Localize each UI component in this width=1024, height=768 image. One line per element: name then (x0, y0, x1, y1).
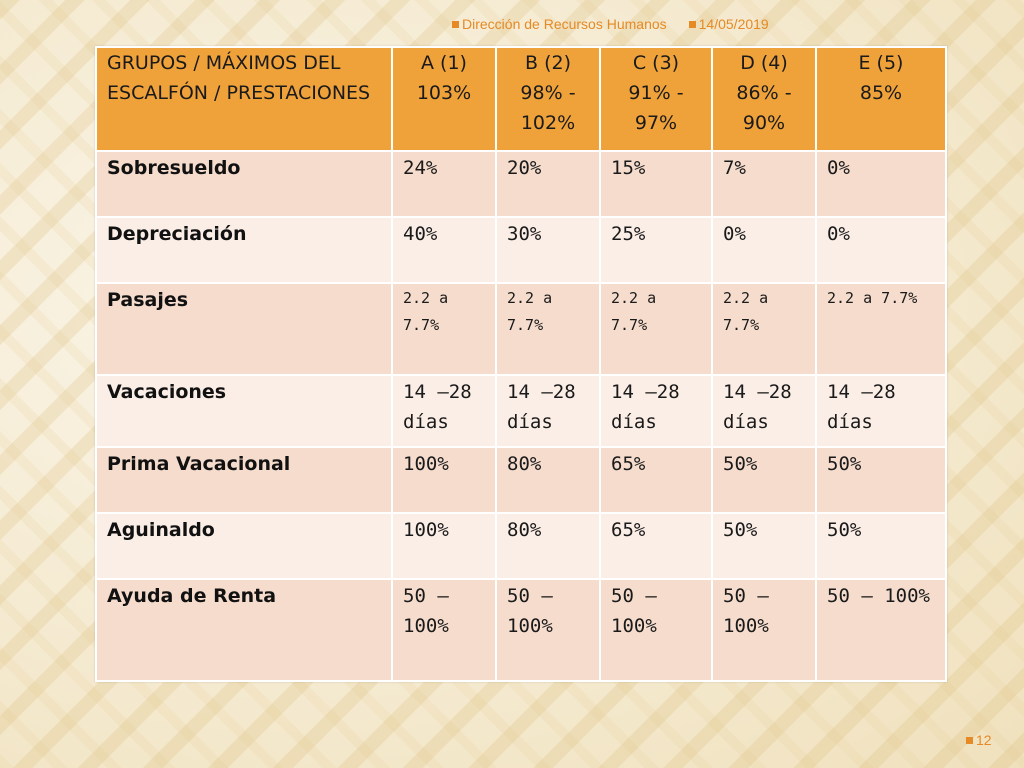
table-cell: 14 –28 días (600, 375, 712, 447)
benefits-table (95, 46, 947, 682)
table-cell: 15% (600, 151, 712, 217)
table-cell: 80% (496, 447, 600, 513)
table-row-pasajes (96, 283, 946, 375)
table-cell: 2.2 a 7.7% (816, 283, 946, 375)
page-number-text: 12 (976, 732, 992, 748)
column-range: 85% (859, 82, 903, 104)
row-label: Depreciación (96, 217, 392, 283)
column-header-e (816, 47, 946, 151)
table-cell: 0% (712, 217, 816, 283)
table-cell: 50 – 100% (392, 579, 496, 681)
column-range: 91% - 97% (628, 82, 684, 134)
table-row-aguinaldo (96, 513, 946, 579)
column-header-b (496, 47, 600, 151)
column-header-d (712, 47, 816, 151)
table-row-sobresueldo (96, 151, 946, 217)
slide-header (452, 14, 769, 34)
table-cell: 20% (496, 151, 600, 217)
table-cell: 25% (600, 217, 712, 283)
table-cell: 50 – 100% (816, 579, 946, 681)
table-cell: 50% (816, 447, 946, 513)
table-cell: 100% (392, 513, 496, 579)
column-group: A (1) (421, 52, 467, 74)
header-date (689, 16, 769, 32)
corner-header: GRUPOS / MÁXIMOS DEL ESCALFÓN / PRESTACIONES (96, 47, 392, 151)
table-cell: 50% (816, 513, 946, 579)
table-cell: 40% (392, 217, 496, 283)
bullet-icon (689, 21, 696, 28)
column-header-c (600, 47, 712, 151)
row-label: Vacaciones (96, 375, 392, 447)
table-cell: 65% (600, 447, 712, 513)
table-cell: 14 –28 días (392, 375, 496, 447)
date-text: 14/05/2019 (698, 16, 769, 32)
table-cell: 24% (392, 151, 496, 217)
page-number (966, 732, 992, 748)
table-cell: 0% (816, 217, 946, 283)
column-range: 86% - 90% (736, 82, 792, 134)
table-cell: 100% (392, 447, 496, 513)
column-group: B (2) (525, 52, 571, 74)
header-department (452, 16, 667, 32)
column-group: C (3) (632, 52, 680, 74)
table-cell: 50 – 100% (600, 579, 712, 681)
row-label: Ayuda de Renta (96, 579, 392, 681)
row-label: Aguinaldo (96, 513, 392, 579)
table-cell: 0% (816, 151, 946, 217)
table-cell: 14 –28 días (816, 375, 946, 447)
table-cell: 2.2 a 7.7% (392, 283, 496, 375)
table-cell: 14 –28 días (712, 375, 816, 447)
column-header-a (392, 47, 496, 151)
table-header-row (96, 47, 946, 151)
table-cell: 2.2 a 7.7% (600, 283, 712, 375)
department-text: Dirección de Recursos Humanos (462, 16, 667, 32)
table-row-prima-vacacional (96, 447, 946, 513)
table-cell: 50 – 100% (496, 579, 600, 681)
table-cell: 14 –28 días (496, 375, 600, 447)
bullet-icon (966, 737, 973, 744)
table-cell: 30% (496, 217, 600, 283)
table-row-depreciacion (96, 217, 946, 283)
table-cell: 50 – 100% (712, 579, 816, 681)
row-label: Prima Vacacional (96, 447, 392, 513)
bullet-icon (452, 21, 459, 28)
table-cell: 50% (712, 513, 816, 579)
column-range: 103% (416, 82, 472, 104)
column-range: 98% - 102% (520, 82, 576, 134)
table-cell: 50% (712, 447, 816, 513)
table-cell: 2.2 a 7.7% (496, 283, 600, 375)
table-row-vacaciones (96, 375, 946, 447)
row-label: Sobresueldo (96, 151, 392, 217)
table-cell: 80% (496, 513, 600, 579)
table-row-ayuda-de-renta (96, 579, 946, 681)
row-label: Pasajes (96, 283, 392, 375)
table-cell: 65% (600, 513, 712, 579)
table-cell: 2.2 a 7.7% (712, 283, 816, 375)
column-group: E (5) (858, 52, 904, 74)
column-group: D (4) (740, 52, 788, 74)
table-cell: 7% (712, 151, 816, 217)
